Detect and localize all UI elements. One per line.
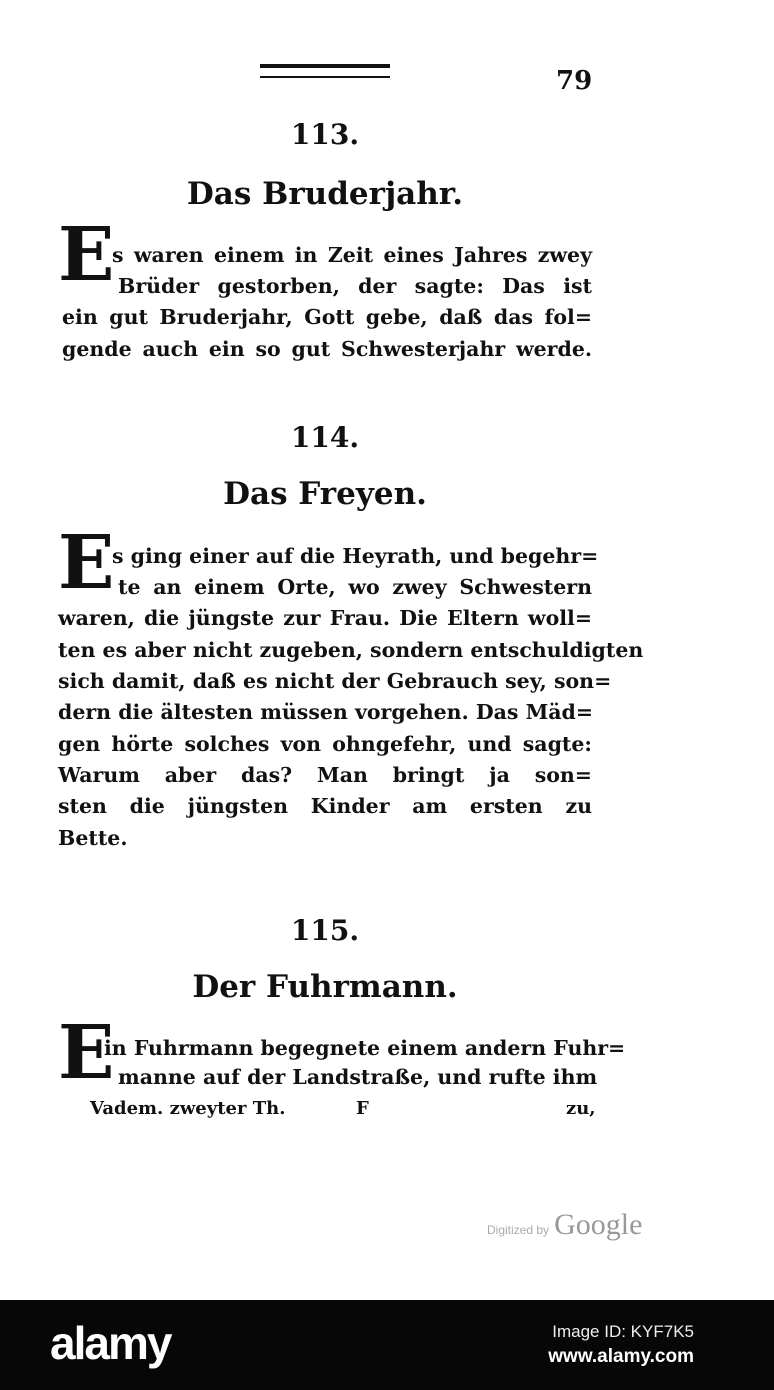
alamy-url[interactable]: www.alamy.com — [548, 1346, 694, 1367]
text-line: te an einem Orte, wo zwey Schwestern — [118, 575, 592, 599]
section-number: 115. — [290, 914, 360, 947]
text-line: ein gut Bruderjahr, Gott gebe, daß das fol= — [62, 305, 592, 329]
watermark-prefix: Digitized by — [487, 1223, 550, 1237]
google-logo: Google — [554, 1208, 643, 1241]
google-watermark — [487, 1208, 642, 1242]
signature-title: Vadem. zweyter Th. — [90, 1098, 286, 1119]
section-title: Der Fuhrmann. — [192, 969, 458, 1005]
section-title: Das Bruderjahr. — [186, 176, 464, 212]
text-line: gen hörte solches von ohngefehr, und sagte: — [58, 732, 592, 756]
text-line: s ging einer auf die Heyrath, und begehr= — [112, 544, 599, 568]
section-number: 113. — [290, 118, 360, 151]
drop-cap: E — [58, 1010, 115, 1096]
image-id: Image ID: KYF7K5 — [552, 1322, 694, 1341]
text-line: in Fuhrmann begegnete einem andern Fuhr= — [104, 1036, 626, 1060]
text-line: ten es aber nicht zugeben, sondern entschuldigten — [58, 638, 644, 662]
text-line: Bette. — [58, 826, 128, 850]
section-number: 114. — [290, 421, 360, 454]
text-line: manne auf der Landstraße, und rufte ihm — [118, 1065, 598, 1089]
text-line: sich damit, daß es nicht der Gebrauch sey, son= — [58, 669, 612, 693]
alamy-logo: alamy — [50, 1317, 171, 1369]
text-line: Warum aber das? Man bringt ja son= — [58, 763, 592, 787]
catchword: zu, — [566, 1098, 596, 1119]
section-title: Das Freyen. — [223, 476, 427, 512]
text-line: gende auch ein so gut Schwesterjahr werde. — [62, 337, 592, 361]
drop-cap: E — [58, 520, 115, 606]
header-rule — [260, 64, 390, 78]
page-number: 79 — [556, 66, 593, 96]
text-line: s waren einem in Zeit eines Jahres zwey — [112, 243, 592, 267]
text-line: Brüder gestorben, der sagte: Das ist — [118, 274, 592, 298]
drop-cap: E — [58, 212, 115, 298]
text-line: sten die jüngsten Kinder am ersten zu — [58, 794, 592, 818]
signature-mark: F — [356, 1098, 369, 1119]
text-line: dern die ältesten müssen vorgehen. Das Mäd= — [58, 700, 594, 724]
text-line: waren, die jüngste zur Frau. Die Eltern woll= — [58, 606, 592, 630]
